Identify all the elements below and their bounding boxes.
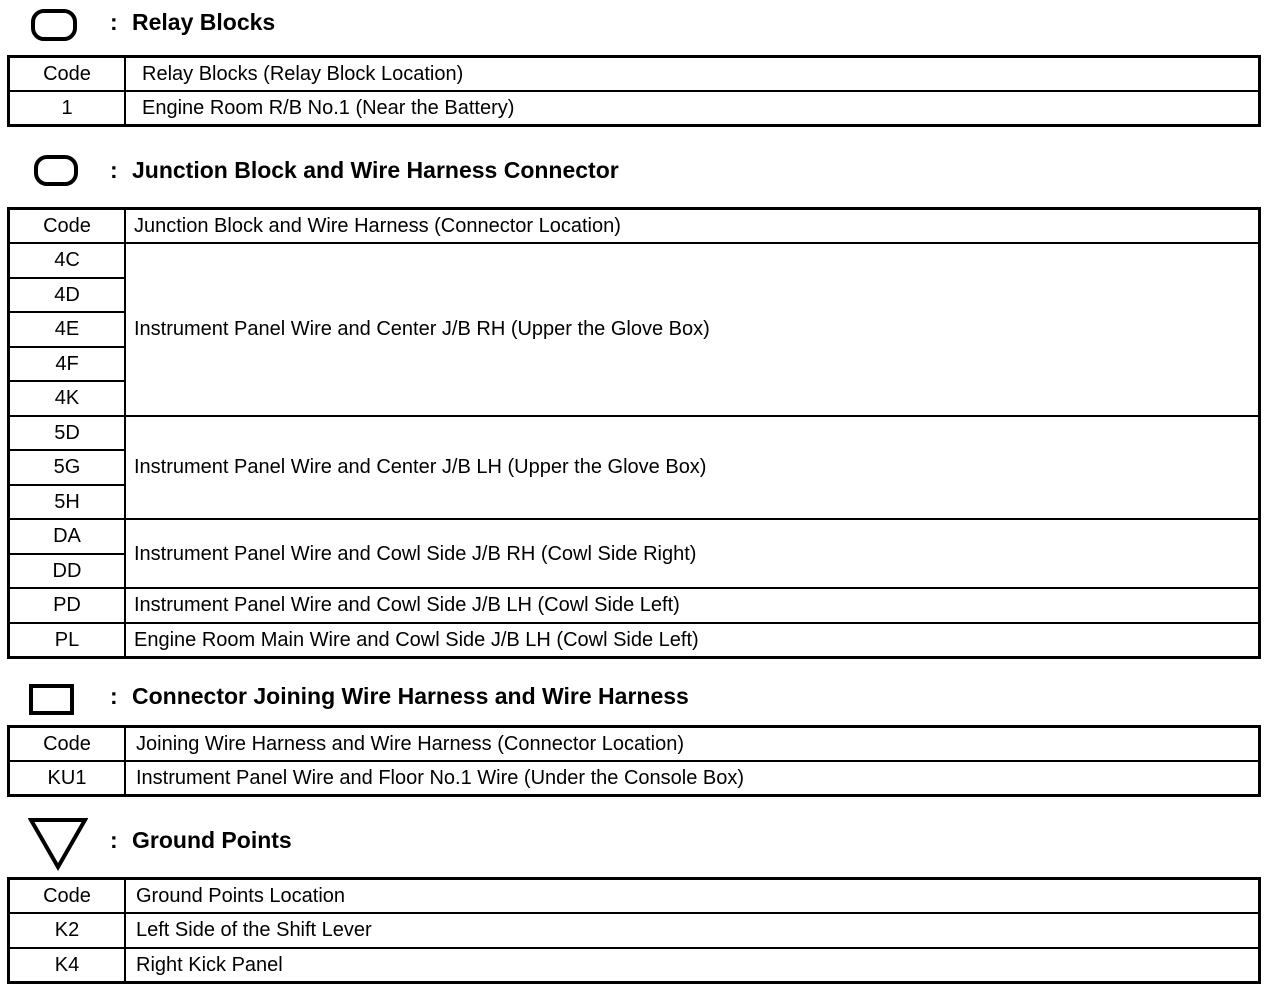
table-row — [9, 761, 1260, 796]
ground-points-table — [7, 877, 1261, 984]
code-cell: 5H — [9, 485, 126, 520]
triangle-down-icon — [28, 817, 88, 871]
oval-icon — [31, 9, 77, 41]
rectangle-icon — [29, 684, 74, 715]
code-cell: 1 — [9, 91, 126, 126]
relay-blocks-table — [7, 55, 1261, 127]
table-row — [9, 519, 1260, 554]
description-cell: Instrument Panel Wire and Center J/B LH (Upper the Glove Box) — [125, 416, 1260, 520]
code-cell: KU1 — [9, 761, 126, 796]
description-header: Joining Wire Harness and Wire Harness (Connector Location) — [125, 727, 1260, 762]
code-cell: PL — [9, 623, 126, 658]
description-cell: Left Side of the Shift Lever — [125, 913, 1260, 948]
description-cell: Instrument Panel Wire and Floor No.1 Wire (Under the Console Box) — [125, 761, 1260, 796]
section-title: : Junction Block and Wire Harness Connector — [110, 157, 619, 183]
code-cell: 5D — [9, 416, 126, 451]
table-header-row — [9, 879, 1260, 914]
connector-joining-table — [7, 725, 1261, 797]
code-cell: 5G — [9, 450, 126, 485]
code-cell: DA — [9, 519, 126, 554]
table-header-row — [9, 209, 1260, 244]
description-cell: Instrument Panel Wire and Center J/B RH (Upper the Glove Box) — [125, 243, 1260, 416]
section-title: : Relay Blocks — [110, 9, 276, 35]
description-cell: Engine Room Main Wire and Cowl Side J/B LH (Cowl Side Left) — [125, 623, 1260, 658]
code-header: Code — [9, 727, 126, 762]
table-header-row — [9, 727, 1260, 762]
description-header: Junction Block and Wire Harness (Connector Location) — [125, 209, 1260, 244]
description-cell: Engine Room R/B No.1 (Near the Battery) — [125, 91, 1260, 126]
code-cell: 4D — [9, 278, 126, 313]
description-cell: Instrument Panel Wire and Cowl Side J/B LH (Cowl Side Left) — [125, 588, 1260, 623]
description-header: Ground Points Location — [125, 879, 1260, 914]
code-cell: K4 — [9, 948, 126, 983]
table-row — [9, 623, 1260, 658]
junction-block-table — [7, 207, 1261, 659]
code-cell: DD — [9, 554, 126, 589]
code-header: Code — [9, 209, 126, 244]
description-cell: Instrument Panel Wire and Cowl Side J/B RH (Cowl Side Right) — [125, 519, 1260, 588]
table-row — [9, 948, 1260, 983]
table-row — [9, 91, 1260, 126]
section-title: : Connector Joining Wire Harness and Wire Harness — [110, 683, 689, 709]
oval-icon — [34, 155, 78, 186]
description-cell: Right Kick Panel — [125, 948, 1260, 983]
section-title: : Ground Points — [110, 827, 292, 853]
code-cell: PD — [9, 588, 126, 623]
code-cell: 4E — [9, 312, 126, 347]
table-row — [9, 243, 1260, 278]
code-cell: 4F — [9, 347, 126, 382]
table-row — [9, 588, 1260, 623]
code-header: Code — [9, 879, 126, 914]
table-header-row — [9, 57, 1260, 92]
table-row — [9, 416, 1260, 451]
code-cell: 4K — [9, 381, 126, 416]
code-cell: 4C — [9, 243, 126, 278]
table-row — [9, 913, 1260, 948]
code-cell: K2 — [9, 913, 126, 948]
description-header: Relay Blocks (Relay Block Location) — [125, 57, 1260, 92]
code-header: Code — [9, 57, 126, 92]
